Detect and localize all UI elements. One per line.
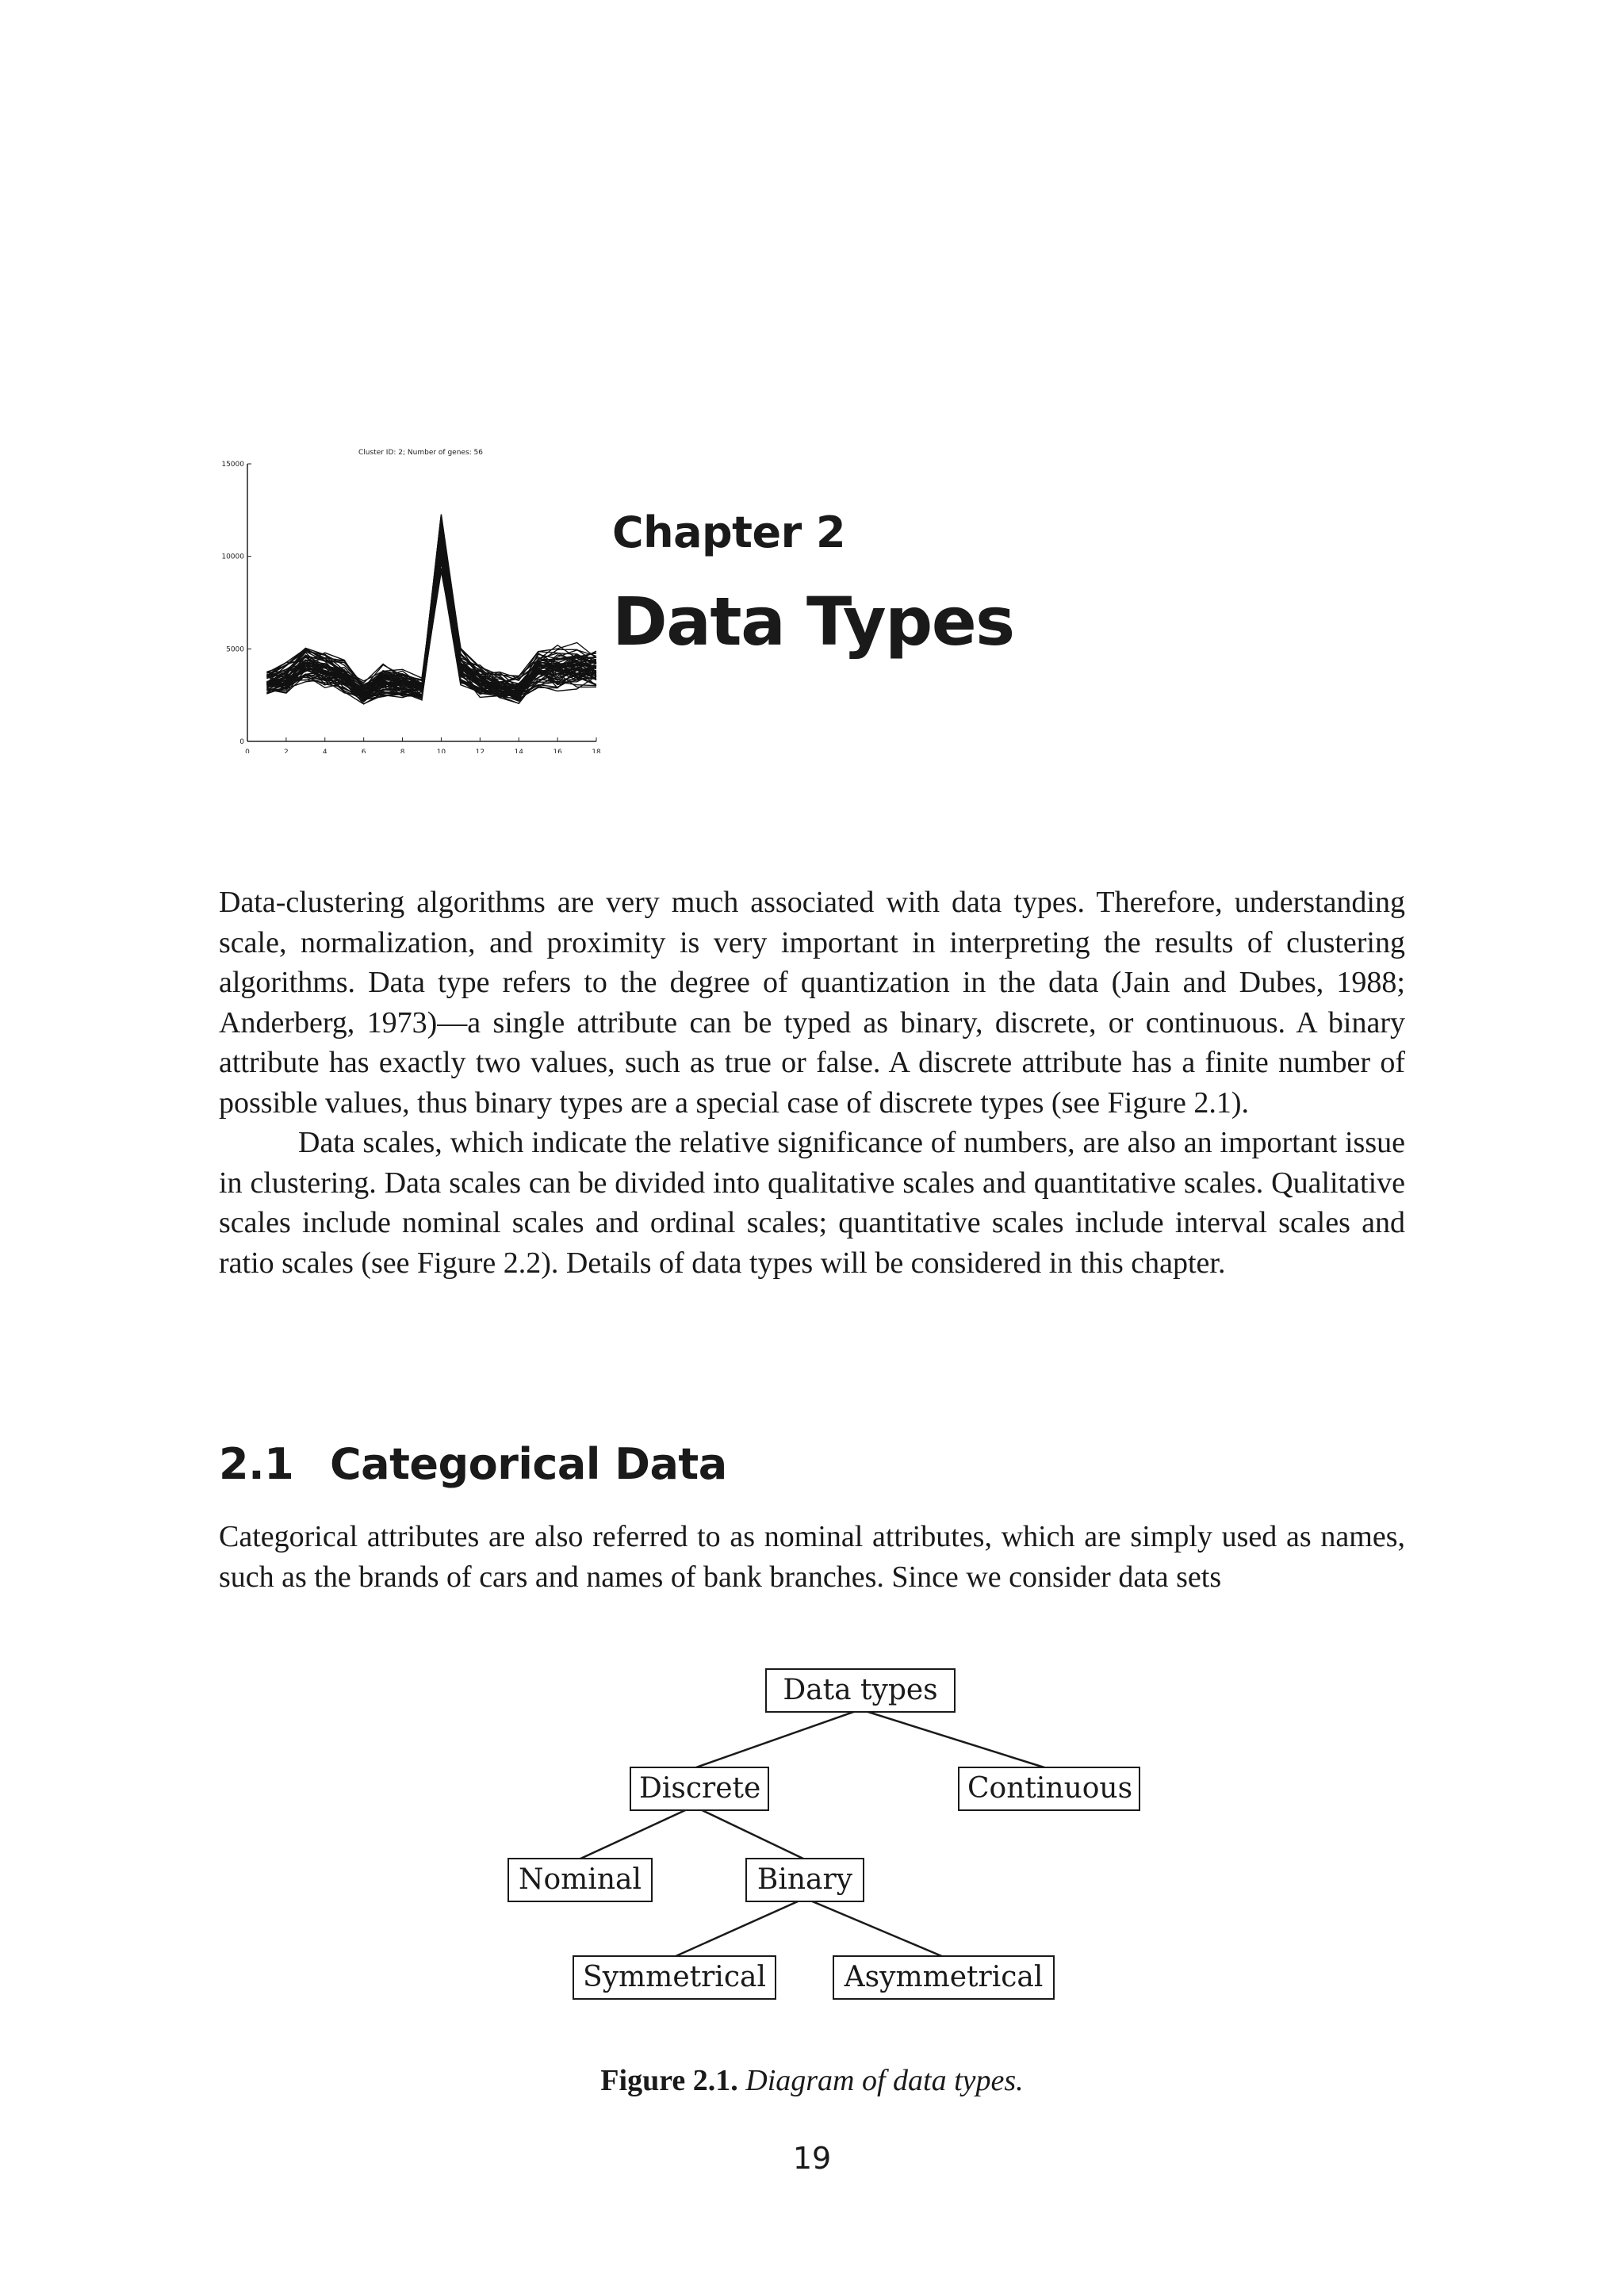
x-tick-label: 0 (245, 749, 250, 753)
edge-discrete-nominal (579, 1806, 694, 1859)
x-tick-label: 14 (514, 749, 523, 753)
node-binary: Binary (745, 1858, 864, 1902)
chapter-title: Data Types (612, 583, 1014, 660)
x-tick-label: 16 (553, 749, 562, 753)
intro-paragraph-1: Data-clustering algorithms are very much associated with data types. Therefore, understanding scale, normalization, and proximity is very important in interpreting the results of clustering algorithms. Data type refers to the degree of quantization in the data (Jain and Dubes, 1988; Anderberg, 1973)—a single attribute can be typed as binary, discrete, or continuous. A binary attribute has exactly two values, such as true or false. A discrete attribute has a finite number of possible values, thus binary types are a special case of discrete types (see Figure 2.1). (219, 886, 1405, 1120)
edge-binary-symmetrical (674, 1898, 805, 1957)
node-discrete: Discrete (630, 1767, 769, 1811)
plot-series-lines (266, 515, 596, 704)
node-asymmetrical: Asymmetrical (833, 1955, 1055, 2000)
x-tick-label: 18 (592, 749, 601, 753)
figure-caption-text: Diagram of data types. (745, 2064, 1024, 2097)
x-tick-label: 8 (400, 749, 405, 753)
figure-caption (0, 2063, 1624, 2098)
x-tick-label: 4 (322, 749, 327, 753)
section-title: Categorical Data (330, 1439, 727, 1489)
edge-root-discrete (694, 1710, 860, 1768)
y-tick-label: 15000 (221, 461, 244, 469)
node-data-types: Data types (765, 1668, 956, 1713)
section-text (219, 1517, 1405, 1597)
y-tick-label: 0 (239, 738, 244, 746)
y-tick-label: 10000 (221, 553, 244, 561)
intro-paragraph-2: Data scales, which indicate the relative significance of numbers, are also an important issue in clustering. Data scales can be divided into qualitative scales and quantitative scales. Qualitative scales include nominal scales and ordinal scales; quantitative scales include interval scales and ratio scales (see Figure 2.2). Details of data types will be considered in this chapter. (219, 1126, 1405, 1280)
section-paragraph-1: Categorical attributes are also referred to as nominal attributes, which are simply used as names, such as the brands of cars and names of bank branches. Since we consider data sets (219, 1520, 1405, 1594)
section-number: 2.1 (219, 1439, 294, 1489)
figure-label: Figure 2.1. (600, 2064, 738, 2097)
page-number: 19 (792, 2141, 832, 2176)
y-tick-label: 5000 (226, 645, 244, 654)
plot-title: Cluster ID: 2; Number of genes: 56 (358, 449, 483, 457)
edge-discrete-binary (694, 1806, 805, 1859)
intro-text (219, 883, 1405, 1283)
data-types-diagram (492, 1665, 1142, 2030)
x-tick-label: 2 (284, 749, 289, 753)
edge-root-continuous (860, 1710, 1047, 1768)
x-tick-label: 10 (436, 749, 446, 753)
node-continuous: Continuous (958, 1767, 1140, 1811)
node-nominal: Nominal (508, 1858, 653, 1902)
plot-axes (221, 461, 601, 753)
section-heading (219, 1439, 727, 1489)
x-tick-label: 12 (475, 749, 485, 753)
chapter-label: Chapter 2 (612, 507, 846, 557)
x-tick-label: 6 (361, 749, 366, 753)
chapter-head-plot (208, 440, 604, 753)
edge-binary-asymmetrical (805, 1898, 944, 1957)
node-symmetrical: Symmetrical (573, 1955, 776, 2000)
